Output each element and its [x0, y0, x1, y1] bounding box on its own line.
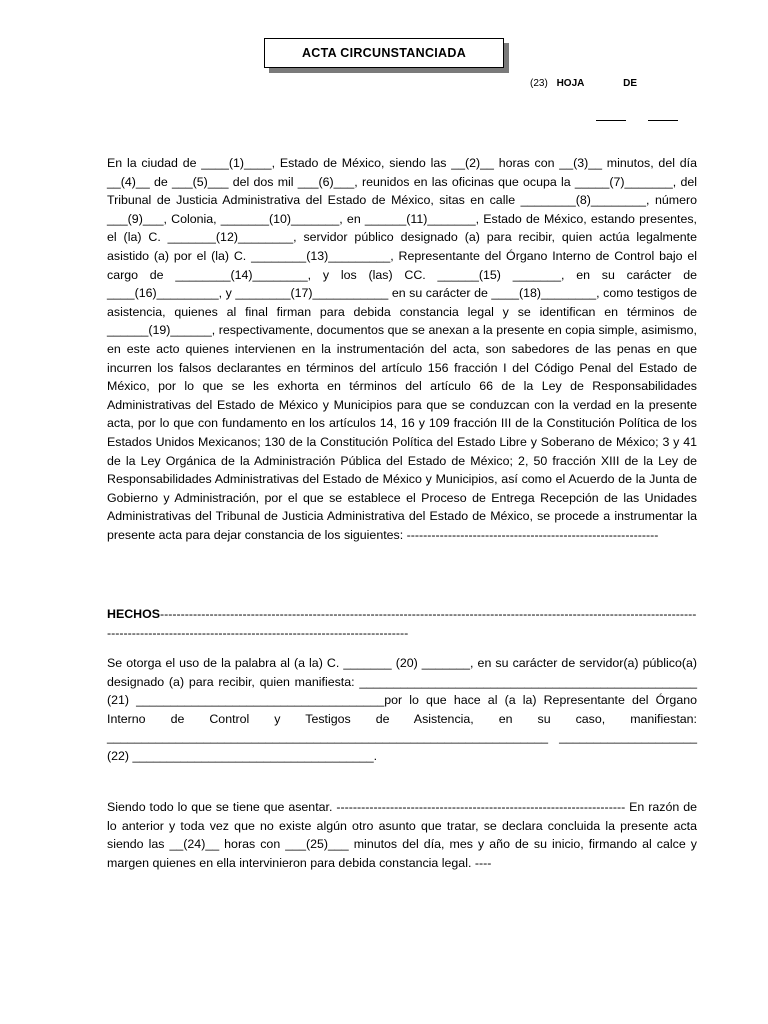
closing-paragraph: Siendo todo lo que se tiene que asentar. ---------------------------------------------------------------------- En razón de lo anterior y toda vez que no existe algún otro asunto que tratar, se declara concluida la presente acta siendo las __(24)__ horas con ___(25)___ minutos del día, mes y año de su inicio, firmando al calce y margen quienes en ella intervinieron para debida constancia legal. ---- — [107, 800, 697, 870]
hechos-heading — [107, 605, 697, 624]
statement-paragraph: Se otorga el uso de la palabra al (a la) C. _______ (20) _______, en su carácter de servidor(a) público(a) designado (a) para recibir, quien manifiesta: _________________________________________________ (21) ____________________________________por lo que hace al (a la) Representante del Órgano Interno de Control y Testigos de Asistencia, en su caso, manifiestan: ________________________________________________________________ ____________________ (22) ___________________________________. — [107, 656, 697, 763]
page-blank-total — [648, 112, 678, 121]
de-label: DE — [623, 78, 638, 89]
page-number-ref: (23) — [530, 78, 548, 89]
opening-paragraph: En la ciudad de ____(1)____, Estado de México, siendo las __(2)__ horas con __(3)__ minutos, del día __(4)__ de ___(5)___ del dos mil ___(6)___, reunidos en las oficinas que ocupa la _____(7)_______, del Tribunal de Justicia Administrativa del Estado de México, sitas en calle ________(8)________, número ___(9)___, Colonia, _______(10)_______, en ______(11)_______, Estado de México, estando presentes, el (la) C. _______(12)________, servidor público designado (a) para recibir, quien actúa legalmente asistido (a) por el (la) C. ________(13)_________, Representante del Órgano Interno de Control bajo el cargo de ________(14)________, y los (las) CC. ______(15) _______, en su carácter de ____(16)_________, y ________(17)___________ en su carácter de ____(18)________, como testigos de asistencia, quienes al final firman para debida constancia legal y se identifican en términos de ______(19)______, respectivamente, documentos que se anexan a la presente en copia simple, asimismo, en este acto quienes intervienen en la instrumentación del acta, son sabedores de las penas en que incurren los falsos declarantes en términos del artículo 156 fracción I del Código Penal del Estado de México, por lo que se les exhorta en términos del artículo 66 de la Ley de Responsabilidades Administrativas del Estado de México y Municipios para que se conduzcan con la verdad en la presente acta, por lo que con fundamento en los artículos 14, 16 y 109 fracción III de la Constitución Política de los Estados Unidos Mexicanos; 130 de la Constitución Política del Estado Libre y Soberano de México; 3 y 41 de la Ley Orgánica de la Administración Pública del Estado de México; 2, 50 fracción XIII de la Ley de Responsabilidades Administrativas del Estado de México y Municipios, así como el Acuerdo de la Junta de Gobierno y Administración, por el que se establece el Proceso de Entrega Recepción de las Unidades Administrativas del Tribunal de Justicia Administrativa del Estado de México, se procede a instrumentar la presente acta para dejar constancia de los siguientes: ------------------------------------------------------------- — [107, 156, 697, 542]
hechos-dashes: ---------------------------------------------------------------------------------------------------------------------------------- — [160, 607, 697, 621]
page-blank-current — [596, 112, 626, 121]
page-blanks — [596, 112, 700, 124]
page-reference — [530, 78, 637, 89]
hechos-dashes-line2: ------------------------------------------------------------------------- — [107, 626, 409, 640]
hechos-label: HECHOS — [107, 607, 161, 621]
hoja-label: HOJA — [556, 78, 585, 89]
document-title: ACTA CIRCUNSTANCIADA — [264, 38, 504, 68]
